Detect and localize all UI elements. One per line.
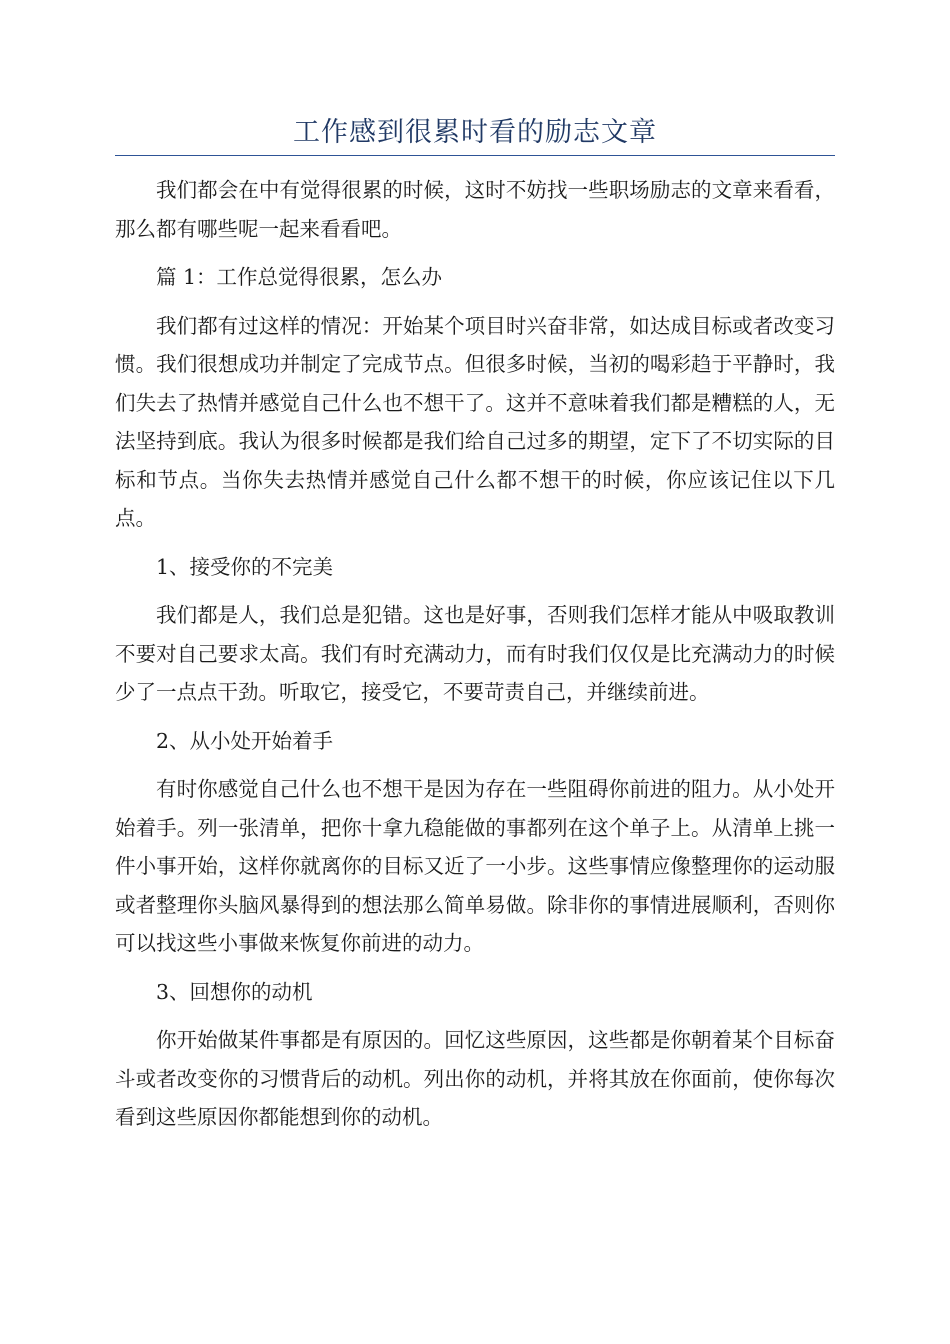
section-heading: 篇 1：工作总觉得很累，怎么办 [156,265,443,289]
body-paragraph: 你开始做某件事都是有原因的。回忆这些原因，这些都是你朝着某个目标奋斗或者改变你的习惯背后的动机。列出你的动机，并将其放在你面前，使你每次看到这些原因你都能想到你的动机。 [115,1028,835,1129]
body-paragraph: 我们都是人，我们总是犯错。这也是好事，否则我们怎样才能从中吸取教训不要对自己要求太高。我们有时充满动力，而有时我们仅仅是比充满动力的时候少了一点点干劲。听取它，接受它，不要苛责自己，并继续前进。 [115,603,835,704]
point-heading-1: 1、接受你的不完美 [156,554,334,579]
intro-paragraph: 我们都会在中有觉得很累的时候，这时不妨找一些职场励志的文章来看看，那么都有哪些呢一起来看看吧。 [115,178,835,241]
document-body [115,171,835,1147]
body-paragraph: 有时你感觉自己什么也不想干是因为存在一些阻碍你前进的阻力。从小处开始着手。列一张清单，把你十拿九稳能做的事都列在这个单子上。从清单上挑一件小事开始，这样你就离你的目标又近了一小步。这些事情应像整理你的运动服或者整理你头脑风暴得到的想法那么简单易做。除非你的事情进展顺利，否则你可以找这些小事做来恢复你前进的动力。 [115,777,835,955]
title-underline [115,155,835,156]
point-heading-3: 3、回想你的动机 [156,979,313,1004]
document-title: 工作感到很累时看的励志文章 [293,117,657,148]
point-heading-2: 2、从小处开始着手 [156,728,334,753]
body-paragraph: 我们都有过这样的情况：开始某个项目时兴奋非常，如达成目标或者改变习惯。我们很想成功并制定了完成节点。但很多时候，当初的喝彩趋于平静时，我们失去了热情并感觉自己什么也不想干了。这并不意味着我们都是糟糕的人，无法坚持到底。我认为很多时候都是我们给自己过多的期望，定下了不切实际的目标和节点。当你失去热情并感觉自己什么都不想干的时候，你应该记住以下几点。 [115,313,835,530]
